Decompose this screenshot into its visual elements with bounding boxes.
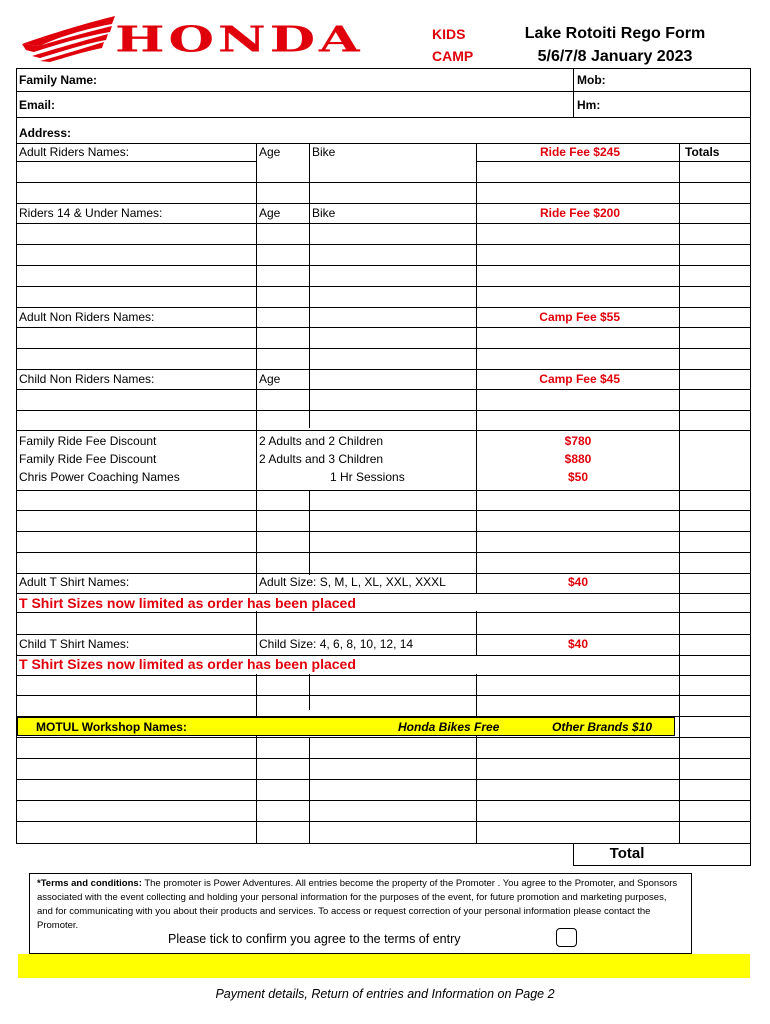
coaching-label: Chris Power Coaching Names bbox=[19, 470, 180, 484]
child-tshirt-fee: $40 bbox=[567, 637, 589, 651]
contact-box bbox=[16, 68, 751, 144]
footer-note: Payment details, Return of entries and Information on Page 2 bbox=[215, 987, 555, 1001]
kids-label: KIDS bbox=[432, 26, 466, 42]
adult-ride-fee: Ride Fee $245 bbox=[539, 145, 620, 159]
yellow-strip bbox=[18, 954, 750, 978]
form-dates: 5/6/7/8 January 2023 bbox=[537, 48, 693, 65]
address-field[interactable]: Address: bbox=[19, 126, 72, 140]
terms-agree-checkbox[interactable] bbox=[556, 928, 577, 947]
honda-logo bbox=[20, 14, 425, 64]
honda-wordmark: HONDA bbox=[115, 18, 364, 60]
terms-body: The promoter is Power Adventures. All entries become the property of the Promoter . You agree to the Promoter, and Sponsors associated with the event collecting and holding your personal information for the purposes of the event, for future promotion and marketing purposes, and for communicating with you about their products and services. To access or request correction of your personal information please contact the Promoter. bbox=[37, 878, 678, 931]
motul-label: MOTUL Workshop Names: bbox=[36, 720, 187, 734]
discount-desc: 2 Adults and 2 Children bbox=[259, 434, 384, 448]
child-tshirt-label: Child T Shirt Names: bbox=[19, 637, 130, 651]
hm-field[interactable]: Hm: bbox=[577, 98, 601, 112]
camp-label: CAMP bbox=[432, 48, 474, 64]
discount-label: Family Ride Fee Discount bbox=[19, 434, 157, 448]
email-field[interactable]: Email: bbox=[19, 98, 56, 112]
riders-14-label: Riders 14 & Under Names: bbox=[19, 206, 163, 220]
child-non-riders-age: Age bbox=[259, 372, 281, 386]
adult-riders-bike: Bike bbox=[312, 145, 336, 159]
adult-tshirt-fee: $40 bbox=[567, 575, 589, 589]
discount-label: Family Ride Fee Discount bbox=[19, 452, 157, 466]
coaching-fee: $50 bbox=[567, 470, 589, 484]
adult-tshirt-label: Adult T Shirt Names: bbox=[19, 575, 130, 589]
form-title: Lake Rotoiti Rego Form bbox=[524, 25, 706, 42]
motul-honda-free: Honda Bikes Free bbox=[398, 720, 500, 734]
child-tshirt-warning: T Shirt Sizes now limited as order has been placed bbox=[19, 656, 356, 672]
terms-heading: *Terms and conditions: bbox=[37, 878, 142, 889]
total-label: Total bbox=[609, 845, 645, 862]
adult-camp-fee: Camp Fee $55 bbox=[539, 310, 620, 324]
riders-14-age: Age bbox=[259, 206, 281, 220]
adult-riders-label: Adult Riders Names: bbox=[19, 145, 130, 159]
family-name-field[interactable]: Family Name: bbox=[19, 73, 98, 87]
adult-non-riders-label: Adult Non Riders Names: bbox=[19, 310, 155, 324]
riders-14-fee: Ride Fee $200 bbox=[539, 206, 620, 220]
total-field[interactable] bbox=[573, 843, 751, 866]
adult-riders-age: Age bbox=[259, 145, 281, 159]
child-camp-fee: Camp Fee $45 bbox=[539, 372, 620, 386]
child-tshirt-sizes: Child Size: 4, 6, 8, 10, 12, 14 bbox=[259, 637, 414, 651]
mob-field[interactable]: Mob: bbox=[577, 73, 606, 87]
totals-header: Totals bbox=[685, 145, 720, 159]
child-non-riders-label: Child Non Riders Names: bbox=[19, 372, 155, 386]
discount-fee: $880 bbox=[564, 452, 592, 466]
adult-tshirt-sizes: Adult Size: S, M, L, XL, XXL, XXXL bbox=[259, 575, 446, 589]
coaching-desc: 1 Hr Sessions bbox=[330, 470, 405, 484]
adult-tshirt-warning: T Shirt Sizes now limited as order has been placed bbox=[19, 595, 356, 611]
motul-other-brands: Other Brands $10 bbox=[552, 720, 653, 734]
discount-desc: 2 Adults and 3 Children bbox=[259, 452, 384, 466]
discount-fee: $780 bbox=[564, 434, 592, 448]
terms-text bbox=[37, 877, 682, 933]
riders-14-bike: Bike bbox=[312, 206, 336, 220]
terms-tick-label: Please tick to confirm you agree to the terms of entry bbox=[168, 932, 461, 946]
